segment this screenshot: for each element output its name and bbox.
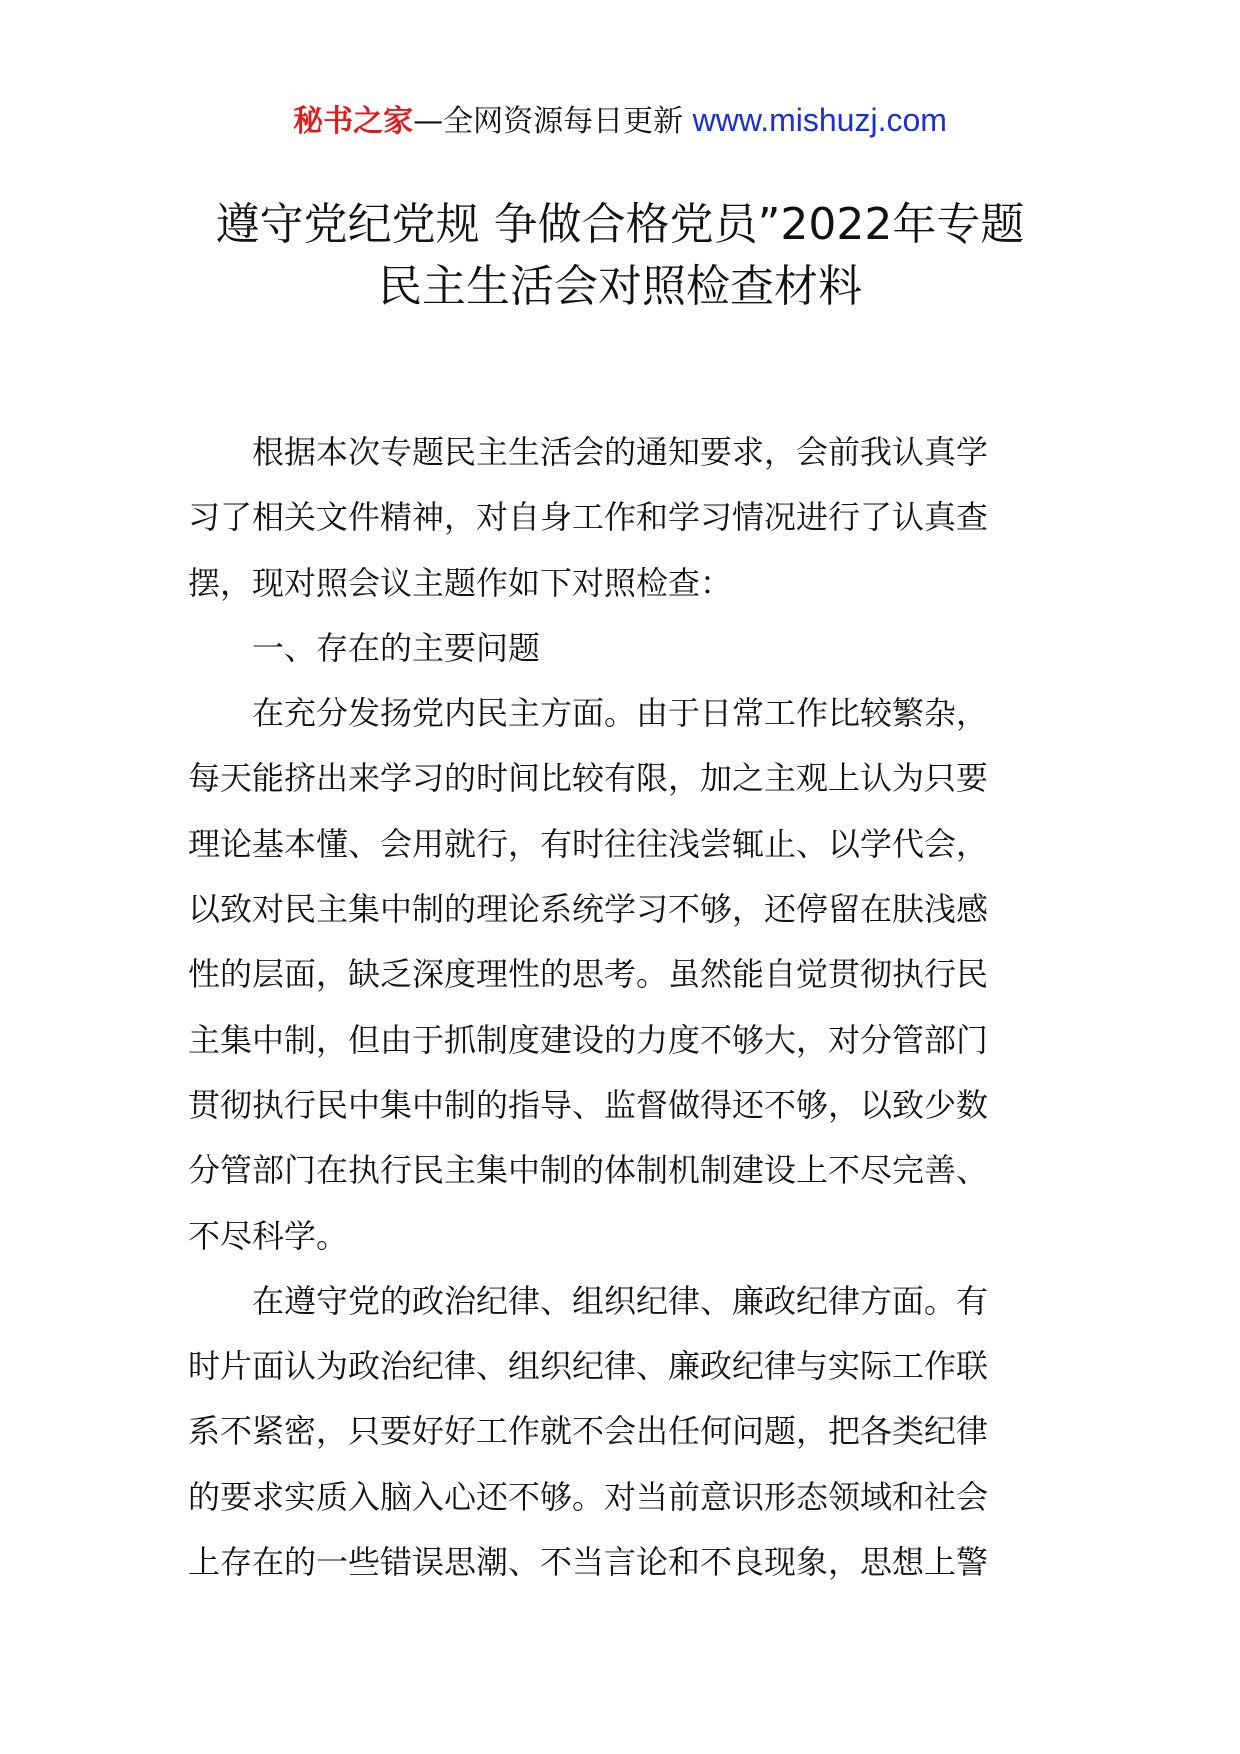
body-text-line: 系不紧密，只要好好工作就不会出任何问题，把各类纪律 [188,1412,989,1451]
body-text-line: 在充分发扬党内民主方面。由于日常工作比较繁杂， [252,694,989,733]
body-text-line: 每天能挤出来学习的时间比较有限，加之主观上认为只要 [188,759,989,798]
body-text-line: 摆，现对照会议主题作如下对照检查： [188,563,733,602]
body-text-line: 贯彻执行民中集中制的指导、监督做得还不够，以致少数 [188,1085,989,1124]
body-text-line: 一、存在的主要问题 [252,628,541,667]
document-title [150,194,1090,318]
header-tagline: —全网资源每日更新 [413,104,693,139]
title-line: 民主生活会对照检查材料 [378,261,862,312]
body-text-line: 不尽科学。 [188,1216,349,1255]
document-body [188,420,1056,1595]
body-text-line: 理论基本懂、会用就行，有时往往浅尝辄止、以学代会， [188,824,989,863]
body-text-line: 分管部门在执行民主集中制的体制机制建设上不尽完善、 [188,1151,989,1190]
body-text-line: 上存在的一些错误思潮、不当言论和不良现象，思想上警 [188,1543,989,1582]
website-link[interactable]: www.mishuzj.com [692,102,947,138]
site-header [0,100,1240,142]
body-text-line: 在遵守党的政治纪律、组织纪律、廉政纪律方面。有 [252,1281,989,1320]
title-line: 遵守党纪党规 争做合格党员”2022年专题 [215,199,1025,250]
body-text-line: 以致对民主集中制的理论系统学习不够，还停留在肤浅感 [188,890,989,929]
body-text-line: 习了相关文件精神，对自身工作和学习情况进行了认真查 [188,498,989,537]
body-text-line: 时片面认为政治纪律、组织纪律、廉政纪律与实际工作联 [188,1347,989,1386]
brand-name: 秘书之家 [293,104,414,139]
body-text-line: 主集中制，但由于抓制度建设的力度不够大，对分管部门 [188,1020,989,1059]
body-text-line: 根据本次专题民主生活会的通知要求，会前我认真学 [252,433,989,471]
body-text-line: 性的层面，缺乏深度理性的思考。虽然能自觉贯彻执行民 [188,955,989,994]
body-text-line: 的要求实质入脑入心还不够。对当前意识形态领域和社会 [188,1477,989,1516]
